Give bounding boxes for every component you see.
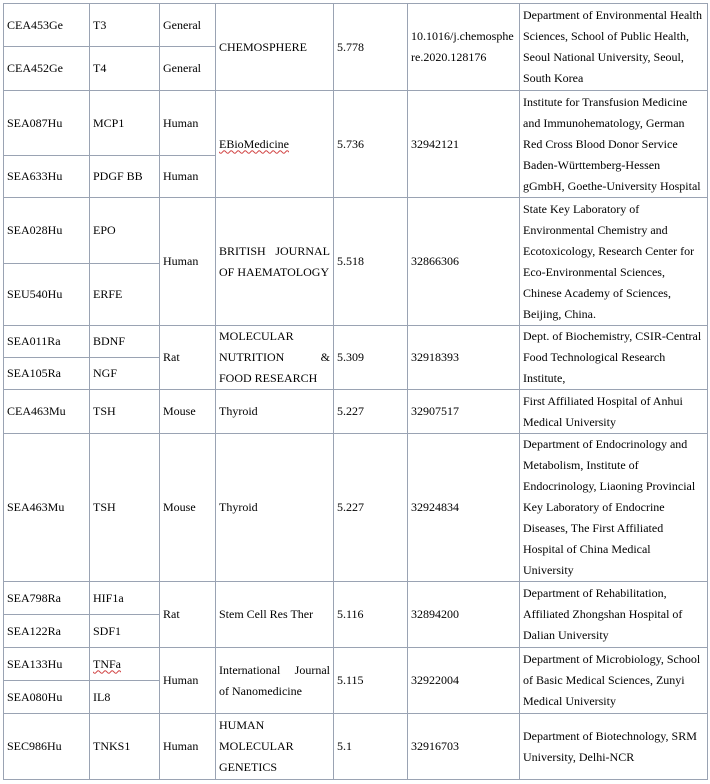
target-cell: PDGF BB — [90, 156, 160, 198]
catalog-cell: CEA452Ge — [4, 47, 90, 91]
reference-cell: 10.1016/j.chemosphere.2020.128176 — [408, 4, 520, 91]
species-cell: Human — [160, 156, 216, 198]
target-cell: T3 — [90, 4, 160, 47]
journal-cell: CHEMOSPHERE — [216, 4, 334, 91]
species-cell: General — [160, 4, 216, 47]
target-cell: TSH — [90, 434, 160, 582]
target-name: TNFa — [93, 656, 121, 671]
journal-cell: Thyroid — [216, 434, 334, 582]
impact-factor-cell: 5.1 — [334, 714, 408, 780]
catalog-cell: SEA463Mu — [4, 434, 90, 582]
journal-cell: International Journal of Nanomedicine — [216, 648, 334, 714]
reference-cell: 32924834 — [408, 434, 520, 582]
target-cell: MCP1 — [90, 91, 160, 156]
catalog-cell: SEA798Ra — [4, 582, 90, 615]
table-row — [4, 326, 708, 358]
institution-cell: Institute for Transfusion Medicine and Immunohematology, German Red Cross Blood Donor Service Baden-Württemberg-Hessen gGmbH, Goethe-University Hospital — [520, 91, 708, 198]
table-row — [4, 714, 708, 780]
species-cell: Mouse — [160, 434, 216, 582]
journal-cell: Stem Cell Res Ther — [216, 582, 334, 648]
table-row — [4, 390, 708, 434]
target-cell: IL8 — [90, 681, 160, 714]
target-cell: ERFE — [90, 264, 160, 326]
reference-cell: 32894200 — [408, 582, 520, 648]
impact-factor-cell: 5.115 — [334, 648, 408, 714]
reference-cell: 32916703 — [408, 714, 520, 780]
table-row — [4, 582, 708, 615]
target-cell: HIF1a — [90, 582, 160, 615]
reference-cell: 32866306 — [408, 198, 520, 326]
species-cell: Mouse — [160, 390, 216, 434]
catalog-cell: SEA122Ra — [4, 615, 90, 648]
institution-cell: Department of Rehabilitation, Affiliated Zhongshan Hospital of Dalian University — [520, 582, 708, 648]
species-cell: Human — [160, 714, 216, 780]
institution-cell: Department of Microbiology, School of Basic Medical Sciences, Zunyi Medical University — [520, 648, 708, 714]
species-cell: Rat — [160, 326, 216, 390]
table-row — [4, 91, 708, 156]
target-cell: T4 — [90, 47, 160, 91]
journal-cell — [216, 91, 334, 198]
species-cell: Human — [160, 648, 216, 714]
institution-cell: Department of Biotechnology, SRM University, Delhi-NCR — [520, 714, 708, 780]
catalog-cell: SEA633Hu — [4, 156, 90, 198]
catalog-cell: SEA028Hu — [4, 198, 90, 264]
reference-cell: 32922004 — [408, 648, 520, 714]
catalog-cell: CEA463Mu — [4, 390, 90, 434]
species-cell: General — [160, 47, 216, 91]
catalog-cell: SEC986Hu — [4, 714, 90, 780]
journal-cell: HUMAN MOLECULAR GENETICS — [216, 714, 334, 780]
species-cell: Human — [160, 91, 216, 156]
target-cell: SDF1 — [90, 615, 160, 648]
catalog-cell: SEA105Ra — [4, 358, 90, 390]
catalog-cell: SEA133Hu — [4, 648, 90, 681]
species-cell: Human — [160, 198, 216, 326]
target-cell: TSH — [90, 390, 160, 434]
impact-factor-cell: 5.227 — [334, 434, 408, 582]
catalog-cell: SEA080Hu — [4, 681, 90, 714]
journal-cell: Thyroid — [216, 390, 334, 434]
catalog-cell: SEA087Hu — [4, 91, 90, 156]
impact-factor-cell: 5.116 — [334, 582, 408, 648]
target-cell — [90, 648, 160, 681]
institution-cell: Department of Environmental Health Sciences, School of Public Health, Seoul National University, Seoul, South Korea — [520, 4, 708, 91]
target-cell: NGF — [90, 358, 160, 390]
table-row — [4, 198, 708, 264]
impact-factor-cell: 5.518 — [334, 198, 408, 326]
reference-cell: 32942121 — [408, 91, 520, 198]
reference-cell: 32907517 — [408, 390, 520, 434]
catalog-cell: CEA453Ge — [4, 4, 90, 47]
institution-cell: First Affiliated Hospital of Anhui Medical University — [520, 390, 708, 434]
catalog-cell: SEU540Hu — [4, 264, 90, 326]
impact-factor-cell: 5.736 — [334, 91, 408, 198]
institution-cell: State Key Laboratory of Environmental Chemistry and Ecotoxicology, Research Center for Eco-Environmental Sciences, Chinese Academy of Sciences, Beijing, China. — [520, 198, 708, 326]
target-cell: TNKS1 — [90, 714, 160, 780]
impact-factor-cell: 5.778 — [334, 4, 408, 91]
impact-factor-cell: 5.227 — [334, 390, 408, 434]
reference-cell: 32918393 — [408, 326, 520, 390]
catalog-cell: SEA011Ra — [4, 326, 90, 358]
table-row — [4, 4, 708, 47]
table-row — [4, 434, 708, 582]
citation-table — [3, 3, 708, 780]
journal-name: EBioMedicine — [219, 136, 289, 151]
target-cell: BDNF — [90, 326, 160, 358]
institution-cell: Department of Endocrinology and Metabolism, Institute of Endocrinology, Liaoning Provincial Key Laboratory of Endocrine Diseases, The First Affiliated Hospital of China Medical University — [520, 434, 708, 582]
species-cell: Rat — [160, 582, 216, 648]
journal-cell: MOLECULAR NUTRITION & FOOD RESEARCH — [216, 326, 334, 390]
institution-cell: Dept. of Biochemistry, CSIR-Central Food Technological Research Institute, — [520, 326, 708, 390]
target-cell: EPO — [90, 198, 160, 264]
impact-factor-cell: 5.309 — [334, 326, 408, 390]
table-row — [4, 648, 708, 681]
journal-cell: BRITISH JOURNAL OF HAEMATOLOGY — [216, 198, 334, 326]
